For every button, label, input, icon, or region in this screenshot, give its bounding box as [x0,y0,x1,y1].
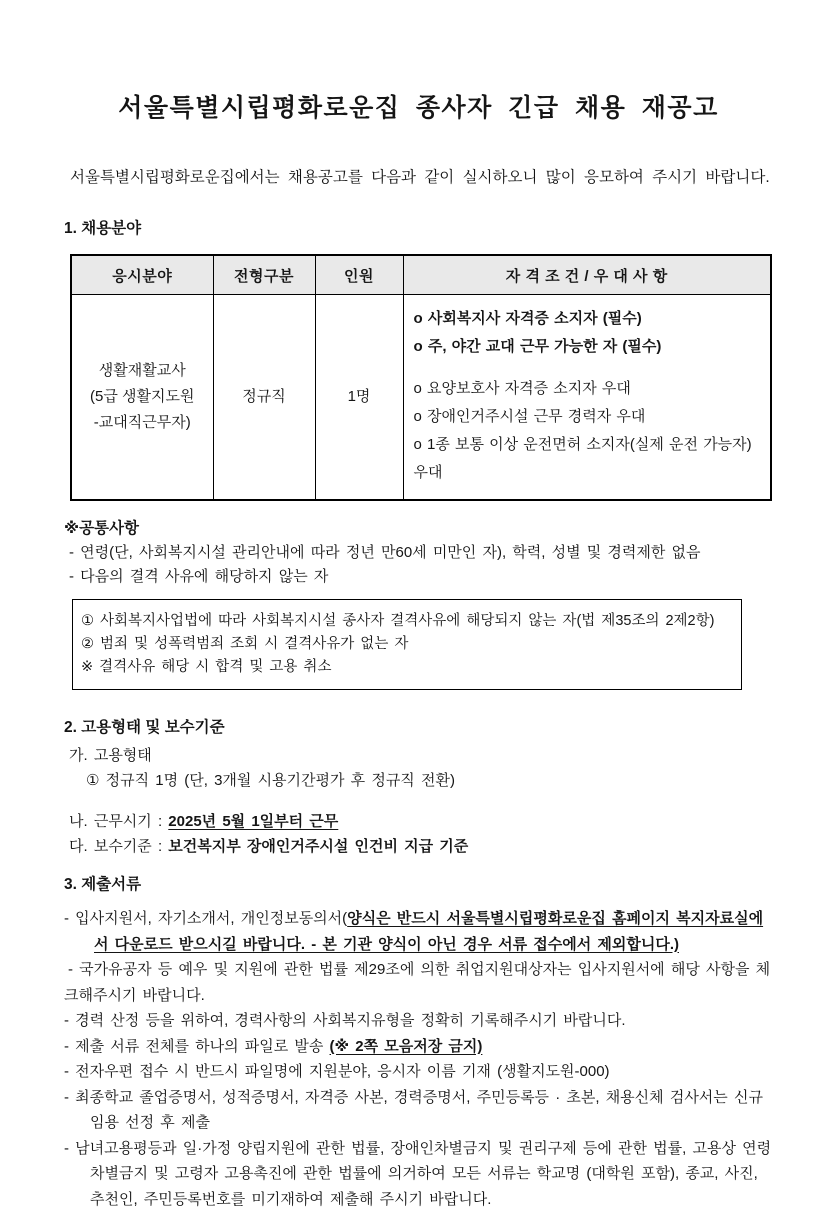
recruitment-table [70,254,772,501]
col-header-qualifications: 자 격 조 건 / 우 대 사 항 [403,255,771,295]
disqualification-line: ② 범죄 및 성폭력범죄 조회 시 결격사유가 없는 자 [81,633,733,656]
section1-heading: 1. 채용분야 [64,217,773,241]
pay-standard-label: 다. 보수기준 : [69,838,168,855]
common-requirements [64,517,773,589]
list-item: - 전자우편 접수 시 반드시 파일명에 지원분야, 응시자 이름 기재 (생활지도원-000) [64,1059,773,1085]
section2-heading: 2. 고용형태 및 보수기준 [64,716,773,740]
pay-standard-value: 보건복지부 장애인거주시설 인건비 지급 기준 [168,838,468,855]
qualification-required: o 주, 야간 교대 근무 가능한 자 (필수) [414,333,765,361]
list-item-emphasis: 양식은 반드시 서울특별시립평화로운집 홈페이지 복지자료실에서 다운로드 받으시길 바랍니다. - 본 기관 양식이 아닌 경우 서류 접수에서 제외합니다.) [94,910,763,953]
list-item-text: - 입사지원서, 자기소개서, 개인정보동의서( [64,910,347,927]
col-header-type: 전형구분 [213,255,315,295]
qualification-preferred: o 1종 보통 이상 운전면허 소지자(실제 운전 가능자) 우대 [414,431,765,487]
work-start-label: 나. 근무시기 : [69,813,168,830]
type-cell: 정규직 [213,295,315,501]
disqualification-line: ① 사회복지사업법에 따라 사회복지시설 종사자 결격사유에 해당되지 않는 자(법 제35조의 2제2항) [81,610,733,633]
spacer [64,793,773,809]
submission-documents-list [64,906,773,1212]
field-line: 생활재활교사 [73,358,212,384]
qualifications-cell [403,295,771,501]
work-start-value: 2025년 5월 1일부터 근무 [168,813,338,830]
list-item: - 국가유공자 등 예우 및 지원에 관한 법률 제29조에 의한 취업지원대상자는 입사지원서에 해당 사항을 체크해주시기 바랍니다. [64,957,773,1008]
qualification-required: o 사회복지사 자격증 소지자 (필수) [414,305,765,333]
common-requirements-heading: ※공통사항 [64,517,773,541]
section3-heading: 3. 제출서류 [64,873,773,897]
qualification-preferred: o 요양보호사 자격증 소지자 우대 [414,375,765,403]
col-header-count: 인원 [315,255,403,295]
pay-standard-line [64,834,773,859]
employment-type-label: 가. 고용형태 [64,743,773,768]
common-requirement-item: - 연령(단, 사회복지시설 관리안내에 따라 정년 만60세 미만인 자), 학력, 성별 및 경력제한 없음 [64,541,773,565]
field-line: (5급 생활지도원 [73,384,212,410]
disqualification-box [72,599,742,690]
list-item-text: - 제출 서류 전체를 하나의 파일로 발송 [64,1038,330,1055]
table-row [71,295,771,501]
field-line: -교대직근무자) [73,410,212,436]
list-item: - 경력 산정 등을 위하여, 경력사항의 사회복지유형을 정확히 기록해주시기 바랍니다. [64,1008,773,1034]
document-title: 서울특별시립평화로운집 종사자 긴급 채용 재공고 [64,90,773,126]
table-header-row [71,255,771,295]
qualification-preferred: o 장애인거주시설 근무 경력자 우대 [414,403,765,431]
list-item [64,906,773,957]
intro-paragraph: 서울특별시립평화로운집에서는 채용공고를 다음과 같이 실시하오니 많이 응모하여 주시기 바랍니다. [64,164,773,191]
col-header-field: 응시분야 [71,255,213,295]
list-item: - 남녀고용평등과 일·가정 양립지원에 관한 법률, 장애인차별금지 및 권리구제 등에 관한 법률, 고용상 연령차별금지 및 고령자 고용촉진에 관한 법률에 의거하여 모든 서류는 학교명 (대학원 포함), 종교, 사진, 추천인, 주민등록번호를 미기재하여 제출해 주시기 바랍니다. [64,1136,773,1212]
employment-type-detail: ① 정규직 1명 (단, 3개월 시용기간평가 후 정규직 전환) [64,768,773,793]
list-item: - 최종학교 졸업증명서, 성적증명서, 자격증 사본, 경력증명서, 주민등록등 · 초본, 채용신체 검사서는 신규 임용 선정 후 제출 [64,1085,773,1136]
list-item-emphasis: (※ 2쪽 모음저장 금지) [330,1038,483,1055]
count-cell: 1명 [315,295,403,501]
work-start-line [64,809,773,834]
field-cell [71,295,213,501]
list-item [64,1034,773,1060]
common-requirement-item: - 다음의 결격 사유에 해당하지 않는 자 [64,565,773,589]
disqualification-line: ※ 결격사유 해당 시 합격 및 고용 취소 [81,656,733,679]
